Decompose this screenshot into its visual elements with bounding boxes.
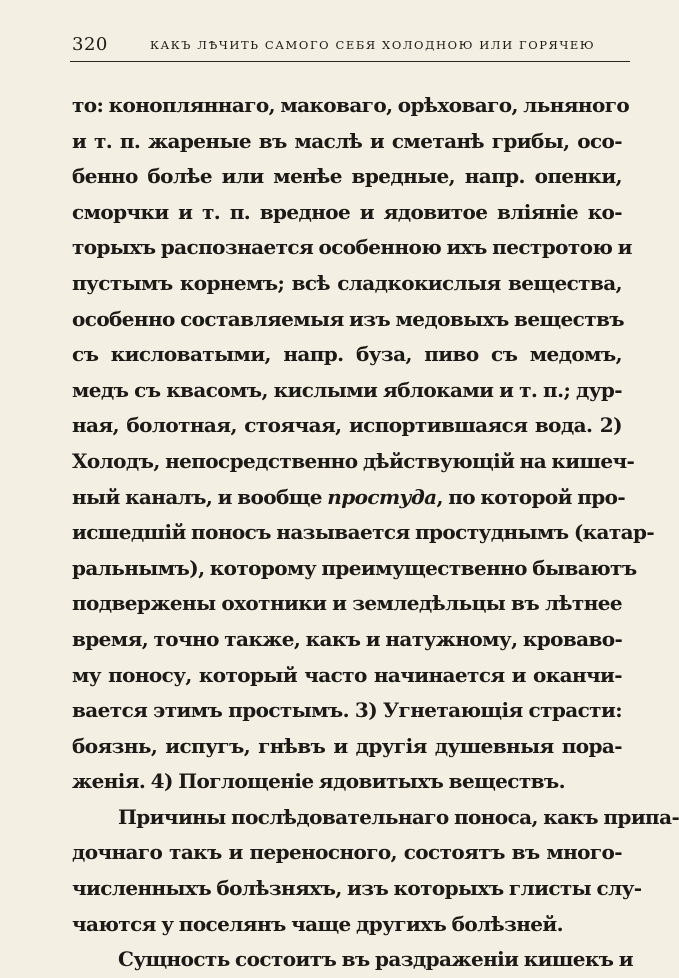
text-segment: сморчки и т. п. вредное и ядовитое вліяніе ко- (72, 199, 622, 224)
text-segment: , по которой про- (436, 484, 626, 509)
text-line (72, 658, 622, 694)
body-text (72, 88, 679, 978)
text-segment: медъ съ квасомъ, кислыми яблоками и т. п.; дур- (72, 377, 622, 402)
text-segment: ральнымъ), которому преимущественно бываютъ (72, 555, 637, 580)
text-segment: вается этимъ простымъ. 3) Угнетающія страсти: (72, 698, 622, 723)
text-line (72, 835, 622, 871)
text-line (72, 302, 625, 338)
text-segment: и т. п. жареные въ маслѣ и сметанѣ грибы, осо- (72, 128, 622, 153)
text-segment: съ кисловатыми, напр. буза, пиво съ медомъ, (72, 342, 622, 367)
text-segment: му поносу, который часто начинается и оканчи- (72, 662, 622, 687)
text-segment: Холодъ, непосредственно дѣйствующій на кишеч- (72, 448, 635, 473)
text-segment: бенно болѣе или менѣе вредные, напр. опенки, (72, 164, 622, 189)
text-line (72, 871, 642, 907)
running-head: КАКЪ ЛѢЧИТЬ САМОГО СЕБЯ ХОЛОДНОЮ ИЛИ ГОРЯЧЕЮ (150, 38, 596, 52)
text-line (72, 622, 622, 658)
text-segment: женія. 4) Поглощеніе ядовитыхъ веществъ. (72, 769, 566, 794)
text-line (72, 480, 626, 516)
text-segment: чаются у поселянъ чаще другихъ болѣзней. (72, 911, 564, 936)
text-line (72, 266, 622, 302)
text-segment: исшедшій поносъ называется простуднымъ (катар- (72, 520, 655, 545)
text-line (72, 88, 630, 124)
text-line (72, 729, 622, 765)
text-line (72, 942, 634, 978)
text-line (72, 764, 622, 800)
page-header (72, 34, 632, 56)
text-segment: особенно составляемыя изъ медовыхъ веществъ (72, 306, 625, 331)
text-segment: время, точно также, какъ и натужному, кроваво- (72, 626, 623, 651)
text-segment: ная, болотная, стоячая, испортившаяся вода. 2) (72, 413, 622, 438)
text-line (72, 515, 655, 551)
text-segment: пустымъ корнемъ; всѣ сладкокислыя вещества, (72, 270, 622, 295)
text-segment: боязнь, испугъ, гнѣвъ и другія душевныя пора- (72, 733, 622, 758)
text-segment: дочнаго такъ и переносного, состоятъ въ много- (72, 840, 622, 865)
text-line (72, 373, 622, 409)
header-rule (70, 61, 630, 62)
text-line (72, 195, 622, 231)
text-line (72, 800, 679, 836)
text-line (72, 230, 632, 266)
text-segment: ный каналъ, и вообще (72, 484, 328, 509)
text-line (72, 159, 622, 195)
text-line (72, 408, 622, 444)
text-line (72, 586, 622, 622)
text-line (72, 124, 622, 160)
text-line (72, 907, 622, 943)
text-segment: торыхъ распознается особенною ихъ пестротою и (72, 235, 632, 260)
text-segment: численныхъ болѣзняхъ, изъ которыхъ глисты слу- (72, 876, 642, 901)
page-number: 320 (72, 34, 108, 55)
text-line (72, 444, 635, 480)
text-segment: Причины послѣдовательнаго поноса, какъ припа- (118, 804, 679, 829)
text-segment: то: конопляннаго, маковаго, орѣховаго, льняного (72, 93, 630, 117)
text-line (72, 551, 637, 587)
text-segment: Сущность состоитъ въ раздраженіи кишекъ и (118, 947, 634, 972)
text-segment: подвержены охотники и земледѣльцы въ лѣтнее (72, 591, 622, 616)
text-line (72, 693, 622, 729)
italic-term: простуда (327, 484, 437, 509)
text-line (72, 337, 622, 373)
